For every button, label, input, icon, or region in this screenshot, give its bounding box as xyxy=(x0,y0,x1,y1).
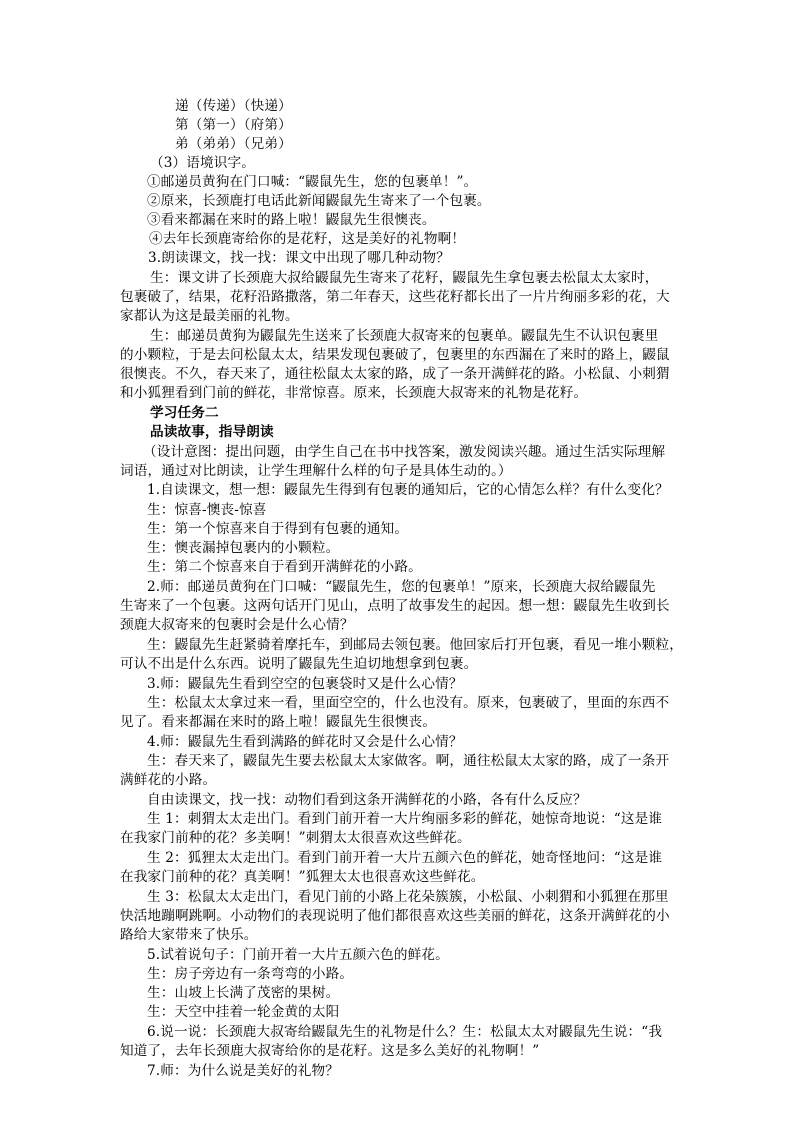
text-line: 在我家门前种的花？多美啊！”刺猬太太很喜欢这些鲜花。 xyxy=(120,830,471,846)
text-line: 生 1：刺猬太太走出门。看到门前开着一大片绚丽多彩的鲜花，她惊奇地说：“这是谁 xyxy=(147,811,663,827)
text-line: 生：山坡上长满了茂密的果树。 xyxy=(147,985,340,1001)
text-line: 生 2：狐狸太太走出门。看到门前开着一大片五颜六色的鲜花，她奇怪地问：“这是谁 xyxy=(147,850,663,866)
text-line: 词语，通过对比朗读，让学生理解什么样的句子是具体生动的。） xyxy=(120,463,512,479)
text-line: 和小狐狸看到门前的鲜花，非常惊喜。原来，长颈鹿大叔寄来的礼物是花籽。 xyxy=(120,385,588,401)
text-line: 生：房子旁边有一条弯弯的小路。 xyxy=(147,966,354,982)
text-line: 在我家门前种的花？真美啊！”狐狸太太也很喜欢这些鲜花。 xyxy=(120,869,485,885)
text-line: 弟（弟弟）（兄弟） xyxy=(175,136,292,152)
text-line: 可认不出是什么东西。说明了鼹鼠先生迫切地想拿到包裹。 xyxy=(120,656,478,672)
text-line: 快活地蹦啊跳啊。小动物们的表现说明了他们都很喜欢这些美丽的鲜花，这条开满鲜花的小 xyxy=(120,908,670,924)
text-line: 6.说一说：长颈鹿大叔寄给鼹鼠先生的礼物是什么？生：松鼠太太对鼹鼠先生说：“我 xyxy=(147,1024,663,1040)
text-line: 2.师：邮递员黄狗在门口喊：“鼹鼠先生，您的包裹单！”原来，长颈鹿大叔给鼹鼠先 xyxy=(147,579,656,595)
text-line: 家都认为这是最美丽的礼物。 xyxy=(120,308,299,324)
text-line: 生：第一个惊喜来自于得到有包裹的通知。 xyxy=(147,521,409,537)
text-line: 3.师：鼹鼠先生看到空空的包裹袋时又是什么心情？ xyxy=(147,676,463,692)
text-line: ④去年长颈鹿寄给你的是花籽，这是美好的礼物啊！ xyxy=(149,231,466,247)
section-subheading: 品读故事，指导朗读 xyxy=(150,424,274,440)
text-line: （设计意图：提出问题，由学生自己在书中找答案，激发阅读兴趣。通过生活实际理解 xyxy=(143,444,666,460)
text-line: 的小颗粒，于是去问松鼠太太，结果发现包裹破了，包裹里的东西漏在了来时的路上，鼹鼠 xyxy=(120,347,670,363)
text-line: 颈鹿大叔寄来的包裹时会是什么心情？ xyxy=(120,617,354,633)
text-line: 7.师：为什么说是美好的礼物？ xyxy=(147,1063,339,1079)
text-line: 包裹破了，结果，花籽沿路撒落，第二年春天，这些花籽都长出了一片片绚丽多彩的花，大 xyxy=(120,289,670,305)
text-line: ②原来，长颈鹿打电话此新闻鼹鼠先生寄来了一个包裹。 xyxy=(147,193,491,209)
text-line: 生：春天来了，鼹鼠先生要去松鼠太太家做客。啊，通往松鼠太太家的路，成了一条开 xyxy=(147,753,670,769)
text-line: 生：懊丧漏掉包裹内的小颗粒。 xyxy=(147,540,340,556)
text-line: ③看来都漏在来时的路上啦！鼹鼠先生很懊丧。 xyxy=(147,212,436,228)
text-line: （3）语境识字。 xyxy=(150,155,256,171)
text-line: 生寄来了一个包裹。这两句话开门见山，点明了故事发生的起因。想一想：鼹鼠先生收到长 xyxy=(120,598,670,614)
text-line: 生：课文讲了长颈鹿大叔给鼹鼠先生寄来了花籽，鼹鼠先生拿包裹去松鼠太太家时， xyxy=(150,270,659,286)
text-line: 4.师：鼹鼠先生看到满路的鲜花时又会是什么心情？ xyxy=(147,734,463,750)
text-line: 5.试着说句子：门前开着一大片五颜六色的鲜花。 xyxy=(147,947,449,963)
text-line: 生：惊喜-懊丧-惊喜 xyxy=(147,502,267,518)
text-line: 见了。看来都漏在来时的路上啦！鼹鼠先生很懊丧。 xyxy=(120,714,437,730)
text-line: 生：松鼠太太拿过来一看，里面空空的，什么也没有。原来，包裹破了，里面的东西不 xyxy=(147,695,670,711)
text-line: 生：天空中挂着一轮金黄的太阳 xyxy=(147,1004,340,1020)
text-line: 生：第二个惊喜来自于看到开满鲜花的小路。 xyxy=(147,559,422,575)
text-line: 递（传递）（快递） xyxy=(175,98,292,114)
text-line: 第（第一）（府第） xyxy=(175,117,292,133)
text-line: 自由读课文，找一找：动物们看到这条开满鲜花的小路，各有什么反应？ xyxy=(147,792,587,808)
text-line: 生 3：松鼠太太走出门，看见门前的小路上花朵簇簇，小松鼠、小刺猬和小狐狸在那里 xyxy=(147,889,669,905)
text-line: 生：邮递员黄狗为鼹鼠先生送来了长颈鹿大叔寄来的包裹单。鼹鼠先生不认识包裹里 xyxy=(150,328,659,344)
text-line: 满鲜花的小路。 xyxy=(120,772,217,788)
text-line: 路给大家带来了快乐。 xyxy=(120,927,258,943)
text-line: ①邮递员黄狗在门口喊：“鼹鼠先生，您的包裹单！”。 xyxy=(147,174,478,190)
text-line: 知道了，去年长颈鹿大叔寄给你的是花籽。这是多么美好的礼物啊！” xyxy=(120,1043,540,1059)
text-line: 3.朗读课文，找一找：课文中出现了哪几种动物？ xyxy=(148,250,450,266)
text-line: 生：鼹鼠先生赶紧骑着摩托车，到邮局去领包裹。他回家后打开包裹，看见一堆小颗粒， xyxy=(147,637,684,653)
text-line: 1.自读课文，想一想：鼹鼠先生得到有包裹的通知后，它的心情怎么样？有什么变化？ xyxy=(147,482,669,498)
text-line: 很懊丧。不久，春天来了，通往松鼠太太家的路，成了一条开满鲜花的路。小松鼠、小刺猬 xyxy=(120,366,670,382)
section-heading: 学习任务二 xyxy=(150,405,219,421)
